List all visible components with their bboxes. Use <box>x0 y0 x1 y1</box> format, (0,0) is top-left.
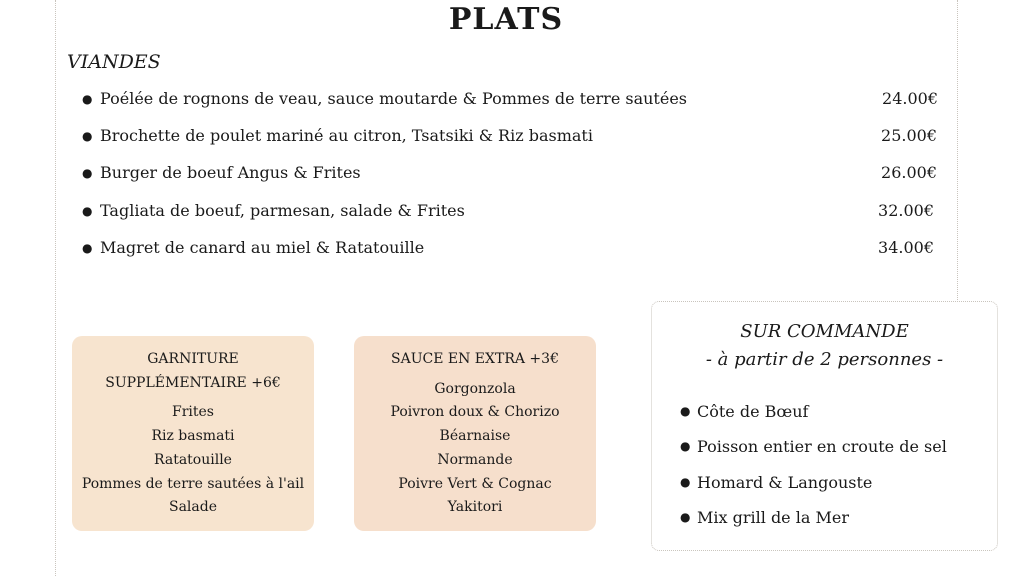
item-name: Tagliata de boeuf, parmesan, salade & Frites <box>100 201 465 220</box>
item-name: Magret de canard au miel & Ratatouille <box>100 238 425 257</box>
commande-item <box>680 465 997 500</box>
commande-item <box>680 429 997 464</box>
sauce-option: Béarnaise <box>439 428 511 445</box>
bullet-icon: ● <box>82 241 93 255</box>
dotted-divider-right <box>957 0 958 300</box>
bullet-icon: ● <box>82 92 93 106</box>
sauce-option: Poivron doux & Chorizo <box>390 404 560 421</box>
sauce-option: Gorgonzola <box>434 380 516 397</box>
bullet-icon: ● <box>82 166 93 180</box>
garniture-option: Salade <box>168 499 217 516</box>
menu-item <box>82 88 940 110</box>
bullet-icon: ● <box>680 509 691 524</box>
commande-subtitle: - à partir de 2 personnes - <box>705 349 944 370</box>
commande-item-label: Homard & Langouste <box>697 472 873 492</box>
sauce-title: SAUCE EN EXTRA +3€ <box>391 351 559 367</box>
commande-title: SUR COMMANDE <box>740 321 909 342</box>
item-price: 25.00€ <box>881 126 937 145</box>
commande-item-label: Poisson entier en croute de sel <box>697 437 947 457</box>
sauce-option: Normande <box>437 451 513 468</box>
item-price: 34.00€ <box>878 238 934 257</box>
item-name: Burger de boeuf Angus & Frites <box>100 163 361 182</box>
item-price: 24.00€ <box>882 89 938 108</box>
item-name: Brochette de poulet mariné au citron, Tsatsiki & Riz basmati <box>100 126 593 145</box>
commande-item-label: Mix grill de la Mer <box>697 507 849 527</box>
commande-item <box>680 394 997 429</box>
commande-item <box>680 500 997 535</box>
garniture-option: Pommes de terre sautées à l'ail <box>81 475 305 492</box>
menu-item <box>82 162 940 184</box>
bullet-icon: ● <box>82 129 93 143</box>
bullet-icon: ● <box>680 474 691 489</box>
garniture-card <box>72 336 314 531</box>
garniture-option: Ratatouille <box>154 451 232 468</box>
dotted-divider-left <box>55 0 56 576</box>
item-price: 32.00€ <box>878 201 934 220</box>
sauce-option: Poivre Vert & Cognac <box>398 475 552 492</box>
commande-item-label: Côte de Bœuf <box>697 402 809 421</box>
menu-item <box>82 237 940 259</box>
section-title: VIANDES <box>67 51 161 73</box>
bullet-icon: ● <box>680 404 691 418</box>
garniture-title: GARNITURE <box>147 351 239 367</box>
sur-commande-card <box>651 301 998 551</box>
bullet-icon: ● <box>680 439 691 454</box>
garniture-title: SUPPLÉMENTAIRE +6€ <box>105 374 281 391</box>
sauce-card <box>354 336 596 531</box>
item-name: Poélée de rognons de veau, sauce moutarde & Pommes de terre sautées <box>100 89 687 108</box>
garniture-option: Riz basmati <box>151 428 235 445</box>
bullet-icon: ● <box>82 204 93 218</box>
item-price: 26.00€ <box>881 163 937 182</box>
garniture-option: Frites <box>172 404 214 421</box>
menu-item <box>82 200 940 222</box>
sauce-option: Yakitori <box>447 499 503 516</box>
menu-item <box>82 125 940 147</box>
page-title: PLATS <box>448 2 564 37</box>
